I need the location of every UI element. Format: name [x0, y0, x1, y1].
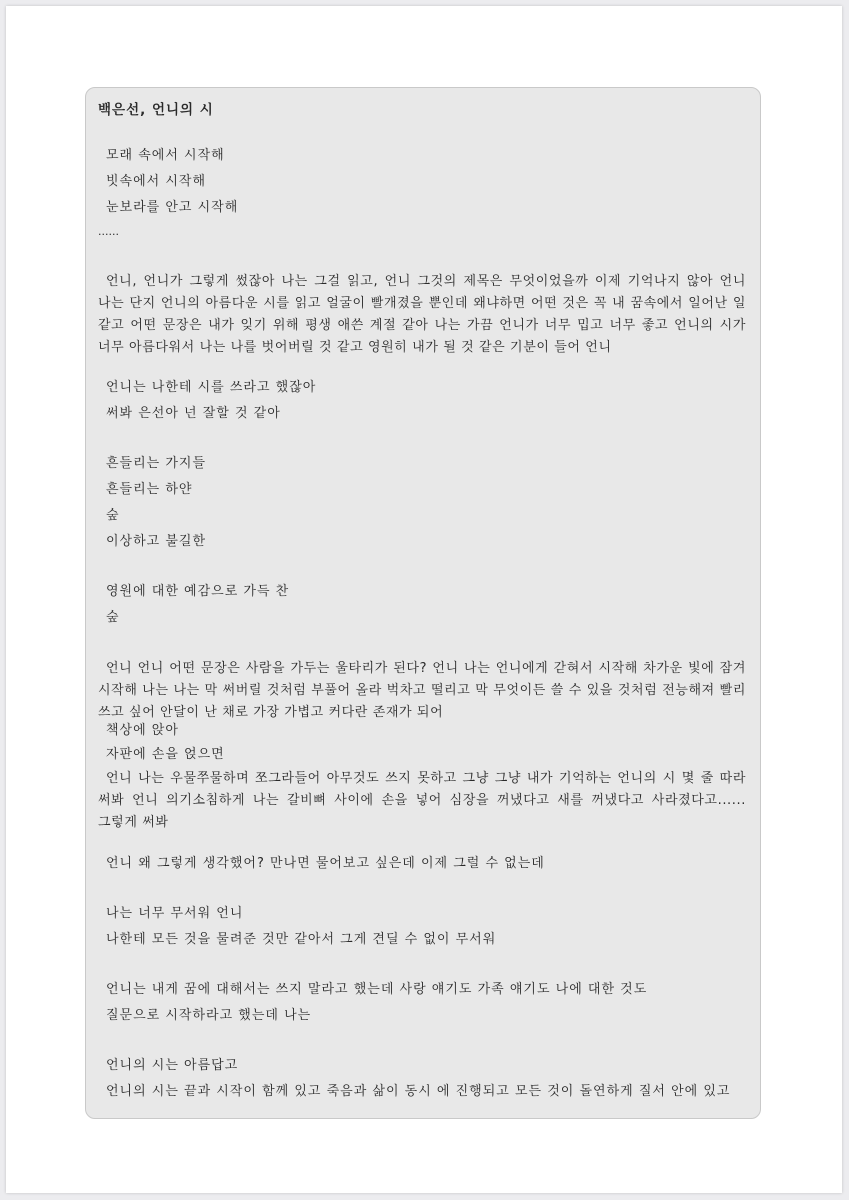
poem-line: 나한테 모든 것을 물려준 것만 같아서 그게 견딜 수 없이 무서워	[106, 932, 497, 947]
poem-paragraph: 언니 언니 어떤 문장은 사람을 가두는 울타리가 된다? 언니 나는 언니에게 갇혀서 시작해 차가운 빛에 잠겨 시작해 나는 나는 막 써버릴 것처럼 부풀어 올라 벅차고 떨리고 막 무엇이든 쓸 수 있을 것처럼 전능해져 빨리 쓰고 싶어 안달이 난 채로 가장 가볍고 커다란 존재가 되어	[98, 661, 746, 720]
poem-title: 백은선, 언니의 시	[98, 102, 214, 118]
poem-ellipsis: ......	[98, 225, 119, 238]
poem-line: 질문으로 시작하라고 했는데 나는	[106, 1008, 312, 1023]
poem-line: 모래 속에서 시작해	[106, 148, 225, 163]
poem-paragraph: 언니, 언니가 그렇게 썼잖아 나는 그걸 읽고, 언니 그것의 제목은 무엇이었을까 이제 기억나지 않아 언니 나는 단지 언니의 아름다운 시를 읽고 얼굴이 빨개졌을 뿐인데 왜냐하면 어떤 것은 꼭 내 꿈속에서 일어난 일 같고 어떤 문장은 내가 잊기 위해 평생 애쓴 계절 같아 나는 가끔 언니가 너무 밉고 너무 좋고 언니의 시가 너무 아름다워서 나는 나를 벗어버릴 것 같고 영원히 내가 될 것 같은 기분이 들어 언니	[98, 274, 746, 355]
poem-line: 흔들리는 하얀	[106, 482, 193, 497]
poem-line: 숲	[106, 610, 120, 625]
poem-line: 눈보라를 안고 시작해	[106, 200, 239, 215]
poem-line: 언니의 시는 끝과 시작이 함께 있고 죽음과 삶이 동시 에 진행되고 모든 것이 돌연하게 질서 안에 있고	[106, 1084, 731, 1099]
poem-paragraph: 언니 나는 우물쭈물하며 쪼그라들어 아무것도 쓰지 못하고 그냥 그냥 내가 기억하는 언니의 시 몇 줄 따라 써봐 언니 의기소침하게 나는 갈비뼈 사이에 손을 넣어 심장을 꺼냈다고 새를 꺼냈다고 사라졌다고...... 그렇게 써봐	[98, 771, 746, 830]
poem-line: 이상하고 불길한	[106, 534, 207, 549]
poem-line: 빗속에서 시작해	[106, 174, 207, 189]
poem-line: 나는 너무 무서워 언니	[106, 906, 244, 921]
poem-line: 언니의 시는 아름답고	[106, 1058, 239, 1073]
poem-line: 숲	[106, 508, 120, 523]
poem-line: 자판에 손을 얹으면	[106, 747, 225, 762]
poem-line: 흔들리는 가지들	[106, 456, 207, 471]
poem-line: 언니 왜 그렇게 생각했어? 만나면 물어보고 싶은데 이제 그럴 수 없는데	[106, 856, 545, 871]
poem-line: 언니는 나한테 시를 쓰라고 했잖아	[106, 380, 317, 395]
poem-line: 언니는 내게 꿈에 대해서는 쓰지 말라고 했는데 사랑 얘기도 가족 얘기도 나에 대한 것도	[106, 982, 648, 997]
poem-line: 영원에 대한 예감으로 가득 찬	[106, 584, 290, 599]
poem-line: 써봐 은선아 넌 잘할 것 같아	[106, 406, 281, 421]
document-page	[6, 6, 842, 1193]
poem-line: 책상에 앉아	[106, 723, 179, 738]
poem-card	[85, 87, 761, 1119]
